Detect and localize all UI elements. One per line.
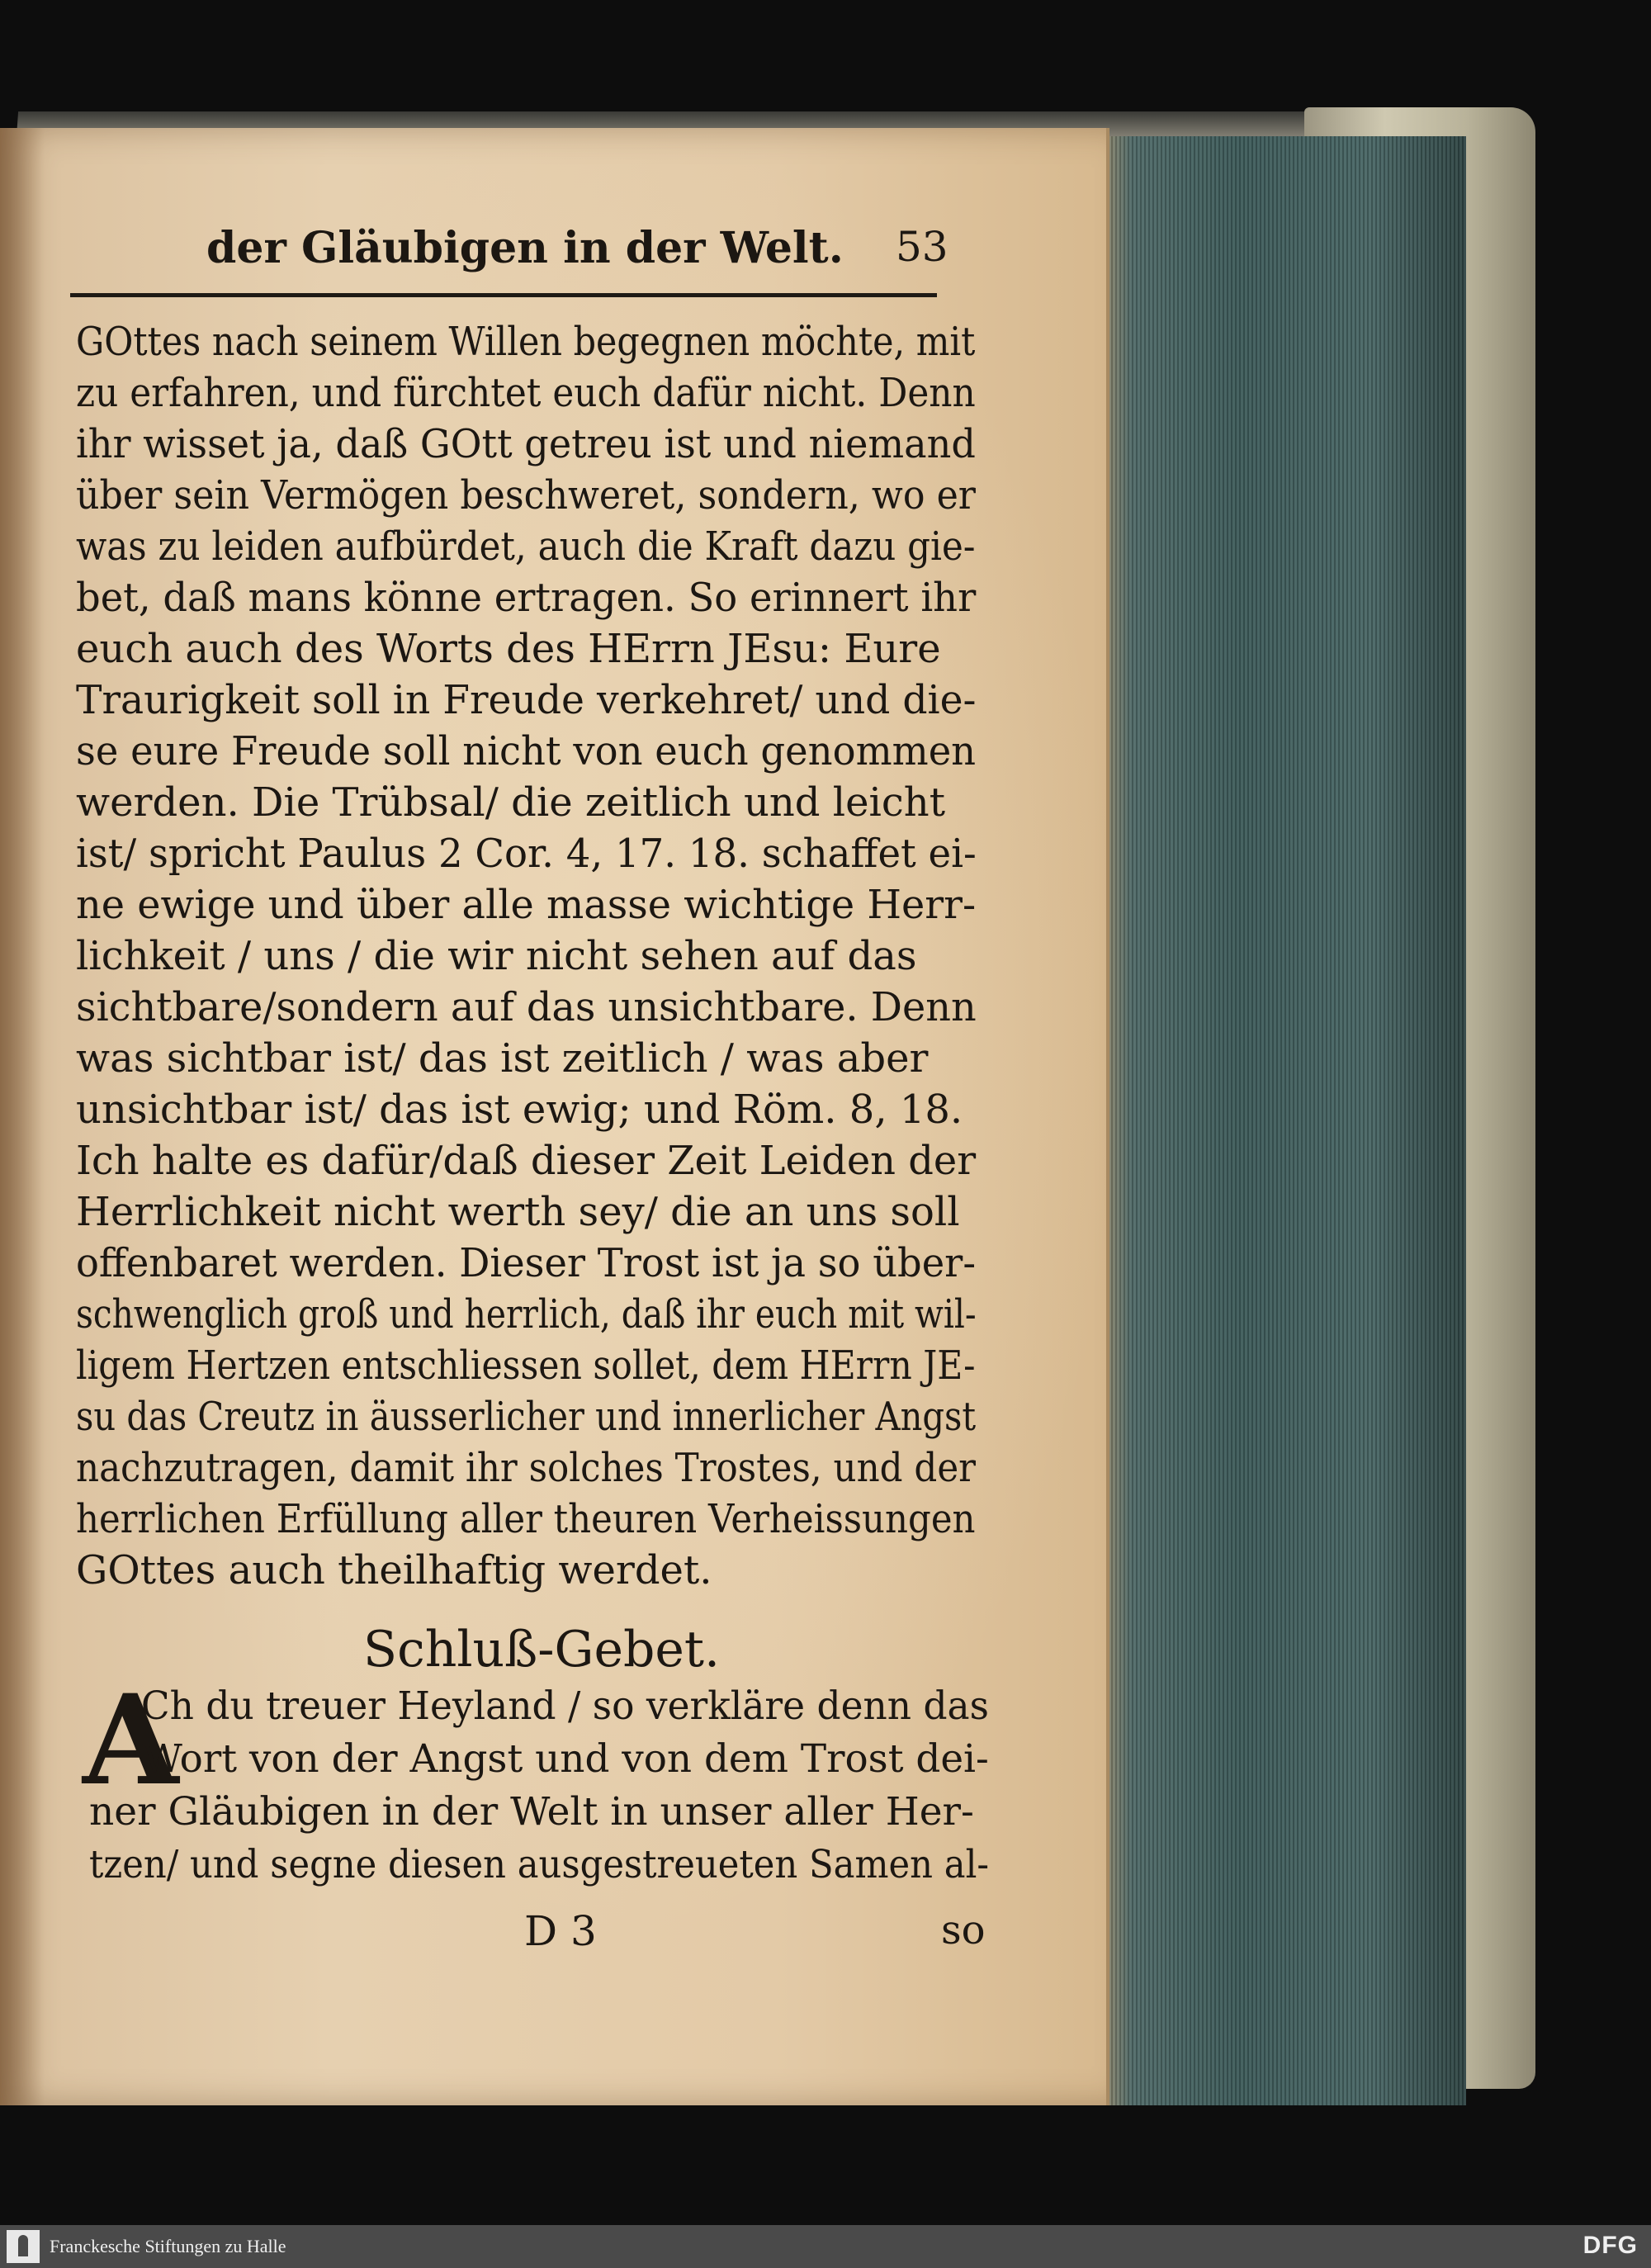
body-line: werden. Die Trübsal/ die zeitlich und leicht	[76, 779, 945, 826]
body-line: Traurigkeit soll in Freude verkehret/ und die-	[76, 677, 977, 723]
body-line: lichkeit / uns / die wir nicht sehen auf das	[76, 933, 917, 979]
page-number: 53	[896, 223, 948, 271]
body-line: nachzutragen, damit ihr solches Trostes, und der	[76, 1445, 976, 1491]
body-text	[76, 316, 976, 1596]
body-line: was sichtbar ist/ das ist zeitlich / was aber	[76, 1035, 929, 1082]
prayer-line: Ch du treuer Heyland / so verkläre denn das	[140, 1683, 989, 1729]
body-line: schwenglich groß und herrlich, daß ihr euch mit wil-	[76, 1291, 977, 1338]
prayer-line: tzen/ und segne diesen ausgestreueten Samen al-	[89, 1842, 990, 1887]
institution-name: Franckesche Stiftungen zu Halle	[50, 2236, 286, 2256]
body-line: euch auch des Worts des HErrn JEsu: Eure	[76, 626, 941, 672]
body-line: über sein Vermögen beschweret, sondern, wo er	[76, 472, 976, 518]
page-block-fore-edge	[1081, 136, 1466, 2105]
running-head: der Gläubigen in der Welt.	[206, 223, 844, 273]
body-line: GOttes auch theilhaftig werdet.	[76, 1547, 712, 1593]
catchword: so	[941, 1907, 986, 1953]
viewer-footer	[0, 2225, 1651, 2268]
body-line: ihr wisset ja, daß GOtt getreu ist und niemand	[76, 421, 976, 467]
body-line: GOttes nach seinem Willen begegnen möchte, mit	[76, 319, 976, 365]
body-line: ist/ spricht Paulus 2 Cor. 4, 17. 18. schaffet ei-	[76, 831, 977, 877]
prayer-text	[89, 1680, 989, 1892]
body-line: Herrlichkeit nicht werth sey/ die an uns soll	[76, 1189, 960, 1235]
drop-cap: A	[83, 1668, 179, 1813]
body-line: bet, daß mans könne ertragen. So erinnert ihr	[76, 575, 977, 621]
signature-mark: D 3	[524, 1907, 597, 1955]
body-line: ligem Hertzen entschliessen sollet, dem HErrn JE-	[76, 1342, 976, 1389]
body-line: Ich halte es dafür/daß dieser Zeit Leiden der	[76, 1138, 977, 1184]
body-line: zu erfahren, und fürchtet euch dafür nicht. Denn	[76, 370, 976, 416]
dfg-logo: DFG	[1582, 2232, 1638, 2259]
prayer-title: Schluß-Gebet.	[363, 1621, 721, 1679]
body-line: was zu leiden aufbürdet, auch die Kraft dazu gie-	[76, 523, 976, 570]
prayer-line: ner Gläubigen in der Welt in unser aller Her-	[89, 1789, 974, 1835]
book-page	[0, 128, 1109, 2105]
body-line: sichtbare/sondern auf das unsichtbare. Denn	[76, 984, 977, 1030]
institution-logo-icon	[7, 2230, 40, 2263]
body-line: unsichtbar ist/ das ist ewig; und Röm. 8, 18.	[76, 1087, 963, 1133]
body-line: se eure Freude soll nicht von euch genommen	[76, 728, 977, 774]
body-line: offenbaret werden. Dieser Trost ist ja so über-	[76, 1240, 977, 1286]
body-line: herrlichen Erfüllung aller theuren Verheissungen	[76, 1496, 976, 1542]
body-line: su das Creutz in äusserlicher und innerlicher Angst	[76, 1394, 977, 1440]
prayer-line: Wort von der Angst und von dem Trost dei-	[142, 1736, 989, 1782]
body-line: ne ewige und über alle masse wichtige Herr-	[76, 882, 977, 928]
head-rule	[70, 293, 937, 297]
